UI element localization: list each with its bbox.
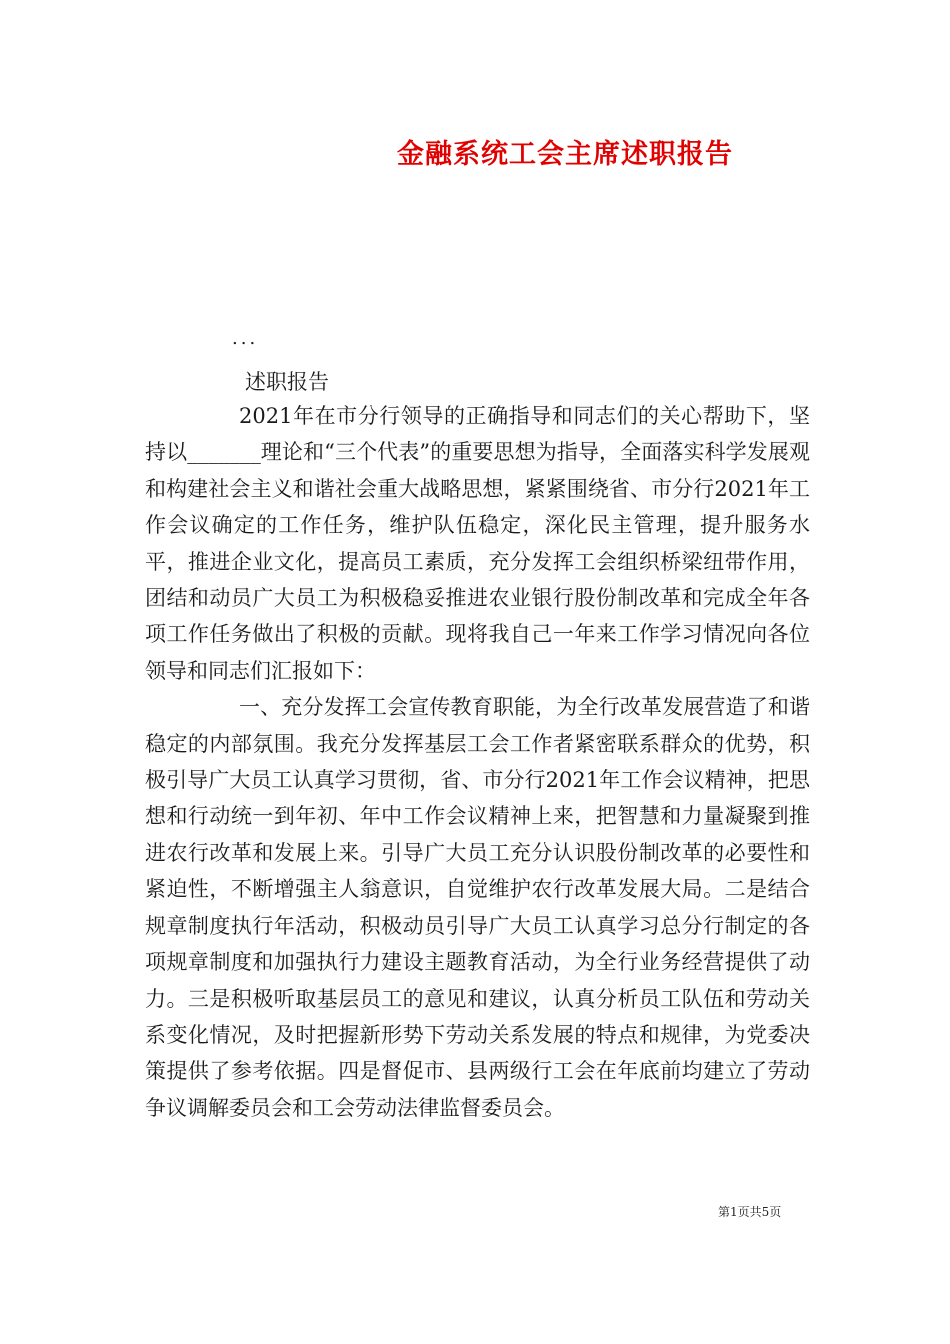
page-title: 金融系统工会主席述职报告 — [397, 139, 733, 170]
page-number-footer: 第1页共5页 — [718, 1205, 782, 1219]
body-paragraph-2: 一、充分发挥工会宣传教育职能，为全行改革发展营造了和谐稳定的内部氛围。我充分发挥基层工会工作者紧密联系群众的优势，积极引导广大员工认真学习贯彻，省、市分行2021年工作会议精神，把思想和行动统一到年初、年中工作会议精神上来，把智慧和力量凝聚到推进农行改革和发展上来。引导广大员工充分认识股份制改革的必要性和紧迫性，不断增强主人翁意识，自觉维护农行改革发展大局。二是结合规章制度执行年活动，积极动员引导广大员工认真学习总分行制定的各项规章制度和加强执行力建设主题教育活动，为全行业务经营提供了动力。三是积极听取基层员工的意见和建议，认真分析员工队伍和劳动关系变化情况，及时把握新形势下劳动关系发展的特点和规律，为党委决策提供了参考依据。四是督促市、县两级行工会在年底前均建立了劳动争议调解委员会和工会劳动法律监督委员会。 — [145, 695, 810, 1120]
ellipsis-marker: ... — [232, 328, 259, 349]
body-paragraph-1: 2021年在市分行领导的正确指导和同志们的关心帮助下，坚持以_______理论和“三个代表”的重要思想为指导，全面落实科学发展观和构建社会主义和谐社会重大战略思想，紧紧围绕省、市分行2021年工作会议确定的工作任务，维护队伍稳定，深化民主管理，提升服务水平，推进企业文化，提高员工素质，充分发挥工会组织桥梁纽带作用，团结和动员广大员工为积极稳妥推进农业银行股份制改革和完成全年各项工作任务做出了积极的贡献。现将我自己一年来工作学习情况向各位领导和同志们汇报如下： — [145, 404, 810, 683]
document-subtitle: 述职报告 — [245, 370, 329, 394]
document-body — [145, 398, 810, 1126]
